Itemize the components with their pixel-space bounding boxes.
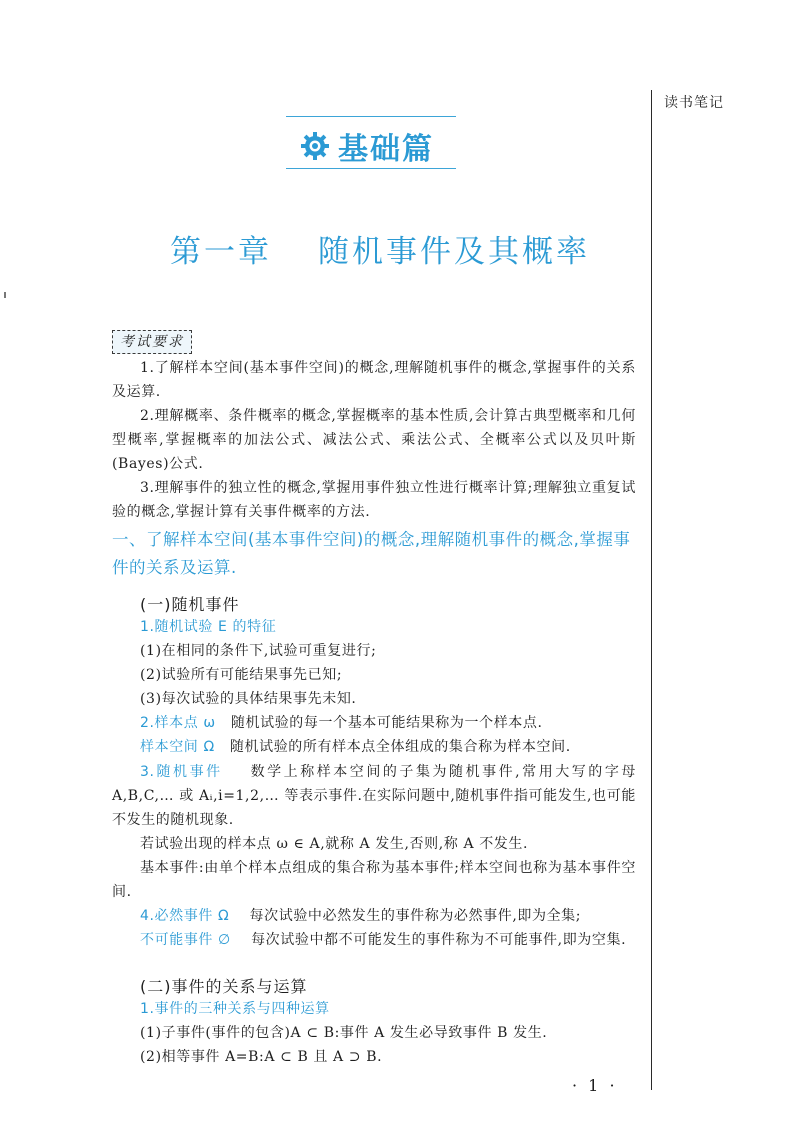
notes-divider: [651, 90, 652, 1090]
requirement-1: 1.了解样本空间(基本事件空间)的概念,理解随机事件的概念,掌握事件的关系及运算.: [112, 360, 636, 400]
subsection-heading-1: (一)随机事件: [140, 595, 240, 614]
paragraph: 若试验出现的样本点 ω ∈ A,就称 A 发生,否则,称 A 不发生.: [140, 836, 529, 852]
chapter-title: [170, 226, 590, 271]
definition-sample-point: [140, 712, 543, 732]
term: 3.随机事件: [140, 764, 223, 780]
item-title-2: 1.事件的三种关系与四种运算: [140, 1001, 330, 1017]
part-title: 基础篇: [338, 132, 434, 167]
list-item: (1)在相同的条件下,试验可重复进行;: [140, 643, 377, 659]
term: 2.样本点 ω: [140, 715, 216, 731]
part-rule-top: [286, 116, 456, 117]
page-number: · 1 ·: [572, 1076, 618, 1095]
part-rule-bottom: [286, 168, 456, 169]
requirement-2: 2.理解概率、条件概率的概念,掌握概率的基本性质,会计算古典型概率和几何型概率,掌握概率的加法公式、减法公式、乘法公式、全概率公式以及贝叶斯(Bayes)公式.: [112, 408, 636, 472]
term: 4.必然事件 Ω: [140, 908, 230, 924]
term: 样本空间 Ω: [140, 739, 215, 755]
term: 不可能事件 ∅: [140, 932, 231, 948]
definition-text: 随机试验的所有样本点全体组成的集合称为样本空间.: [229, 739, 571, 755]
margin-mark: [4, 292, 6, 298]
part-header: [286, 116, 456, 170]
definition-text: 随机试验的每一个基本可能结果称为一个样本点.: [230, 715, 543, 731]
list-item: (3)每次试验的具体结果事先未知.: [140, 691, 357, 707]
list-item: (1)子事件(事件的包含)A ⊂ B:事件 A 发生必导致事件 B 发生.: [140, 1025, 548, 1041]
definition-sample-space: [140, 736, 571, 756]
side-note-label: 读书笔记: [664, 95, 724, 111]
definition-text: 每次试验中都不可能发生的事件称为不可能事件,即为空集.: [251, 932, 627, 948]
chapter-number: 第一章: [170, 234, 272, 270]
gear-icon: [300, 131, 330, 161]
chapter-name: 随机事件及其概率: [318, 234, 590, 270]
paragraph: 基本事件:由单个样本点组成的集合称为基本事件;样本空间也称为基本事件空间.: [112, 860, 636, 900]
list-item: (2)相等事件 A=B:A ⊂ B 且 A ⊃ B.: [140, 1049, 383, 1065]
definition-text: 数学上称样本空间的子集为随机事件,常用大写的字母 A,B,C,… 或 Aᵢ,i=1,2,… 等表示事件.在实际问题中,随机事件指可能发生,也可能不发生的随机现象.: [112, 764, 636, 828]
definition-certain-event: [112, 904, 636, 928]
subsection-heading-2: (二)事件的关系与运算: [140, 977, 308, 996]
list-item: (2)试验所有可能结果事先已知;: [140, 667, 343, 683]
section-heading: 一、了解样本空间(基本事件空间)的概念,理解随机事件的概念,掌握事件的关系及运算.: [112, 530, 631, 577]
item-title-1: 1.随机试验 E 的特征: [140, 619, 277, 635]
definition-random-event: [112, 760, 636, 832]
requirements-label: 考试要求: [112, 330, 192, 354]
requirement-3: 3.理解事件的独立性的概念,掌握用事件独立性进行概率计算;理解独立重复试验的概念,掌握计算有关事件概率的方法.: [112, 480, 636, 520]
definition-text: 每次试验中必然发生的事件称为必然事件,即为全集;: [249, 908, 582, 924]
definition-impossible-event: [112, 928, 636, 952]
